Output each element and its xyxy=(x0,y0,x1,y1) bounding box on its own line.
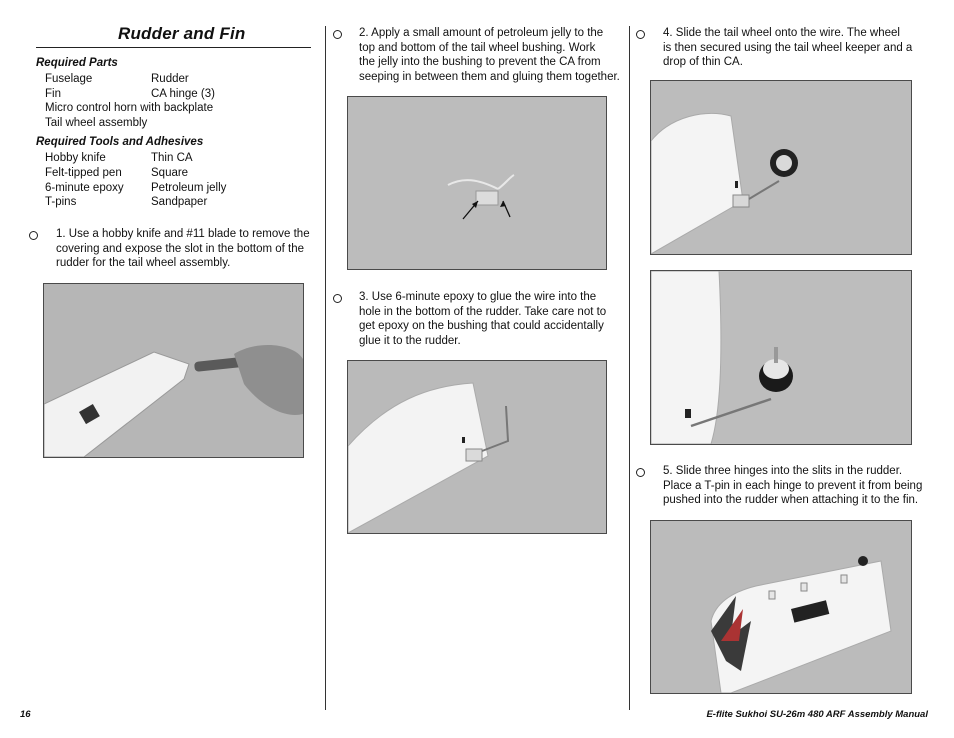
photo-hinges-rudder xyxy=(650,520,912,694)
tools-item: Felt-tipped pen xyxy=(45,167,122,179)
parts-item: Rudder xyxy=(151,73,189,85)
step-4-checkbox[interactable] xyxy=(636,30,645,39)
photo-illustration xyxy=(44,284,303,457)
step-4-text xyxy=(663,26,912,70)
step-line: hole in the bottom of the rudder. Take care not to xyxy=(359,305,607,318)
step-line: seeping in between them and gluing them together. xyxy=(359,70,620,83)
tools-item: Petroleum jelly xyxy=(151,182,227,194)
photo-hobby-knife-slot xyxy=(43,283,304,458)
step-line: get epoxy on the bushing that could accidentally xyxy=(359,320,604,333)
manual-title: E-flite Sukhoi SU-26m 480 ARF Assembly Manual xyxy=(706,709,928,720)
step-5-text xyxy=(663,464,922,508)
photo-illustration xyxy=(348,361,606,533)
photo-tail-wheel-wire xyxy=(650,80,912,255)
step-line: the jelly into the bushing to prevent the CA from xyxy=(359,56,601,69)
step-line: 2. Apply a small amount of petroleum jelly to the xyxy=(359,27,604,39)
step-line: covering and expose the slot in the bottom of the xyxy=(56,242,305,255)
step-line: 5. Slide three hinges into the slits in the rudder. xyxy=(663,465,903,477)
column-divider xyxy=(325,26,326,710)
step-3-text xyxy=(359,290,606,348)
parts-item: Fuselage xyxy=(45,73,93,85)
step-line: drop of thin CA. xyxy=(663,56,743,69)
step-line: top and bottom of the tail wheel bushing. Work xyxy=(359,41,596,54)
step-line: Place a T-pin in each hinge to prevent it from being xyxy=(663,479,923,492)
photo-tail-wheel-keeper xyxy=(650,270,912,445)
required-parts-heading: Required Parts xyxy=(36,57,118,69)
tools-item: Square xyxy=(151,167,189,179)
step-line: 4. Slide the tail wheel onto the wire. The wheel xyxy=(663,27,900,39)
page-number: 16 xyxy=(20,709,31,720)
title-underline xyxy=(36,47,311,48)
parts-item: CA hinge (3) xyxy=(151,88,215,100)
step-line: 1. Use a hobby knife and #11 blade to remove the xyxy=(56,228,310,240)
tools-item: 6-minute epoxy xyxy=(45,182,124,194)
step-2-text xyxy=(359,26,620,84)
step-line: 3. Use 6-minute epoxy to glue the wire into the xyxy=(359,291,597,303)
parts-item: Fin xyxy=(45,88,61,100)
photo-illustration xyxy=(651,521,911,693)
section-title: Rudder and Fin xyxy=(118,24,246,43)
required-tools-heading: Required Tools and Adhesives xyxy=(36,136,204,148)
tools-item: Thin CA xyxy=(151,152,193,164)
step-1-text xyxy=(56,227,310,271)
tools-item: Sandpaper xyxy=(151,196,208,208)
step-3-checkbox[interactable] xyxy=(333,294,342,303)
step-line: glue it to the rudder. xyxy=(359,334,461,347)
step-1-checkbox[interactable] xyxy=(29,231,38,240)
tools-item: T-pins xyxy=(45,196,77,208)
step-5-checkbox[interactable] xyxy=(636,468,645,477)
photo-wire-glued xyxy=(347,360,607,534)
step-line: pushed into the rudder when attaching it to the fin. xyxy=(663,494,919,507)
photo-illustration xyxy=(348,97,606,269)
step-line: is then secured using the tail wheel keeper and a xyxy=(663,41,913,54)
photo-illustration xyxy=(651,81,911,254)
column-divider xyxy=(629,26,630,710)
photo-bushing-jelly xyxy=(347,96,607,270)
parts-item: Micro control horn with backplate xyxy=(45,102,214,114)
step-2-checkbox[interactable] xyxy=(333,30,342,39)
parts-item: Tail wheel assembly xyxy=(45,117,148,129)
photo-illustration xyxy=(651,271,911,444)
step-line: rudder for the tail wheel assembly. xyxy=(56,257,231,270)
tools-item: Hobby knife xyxy=(45,152,106,164)
